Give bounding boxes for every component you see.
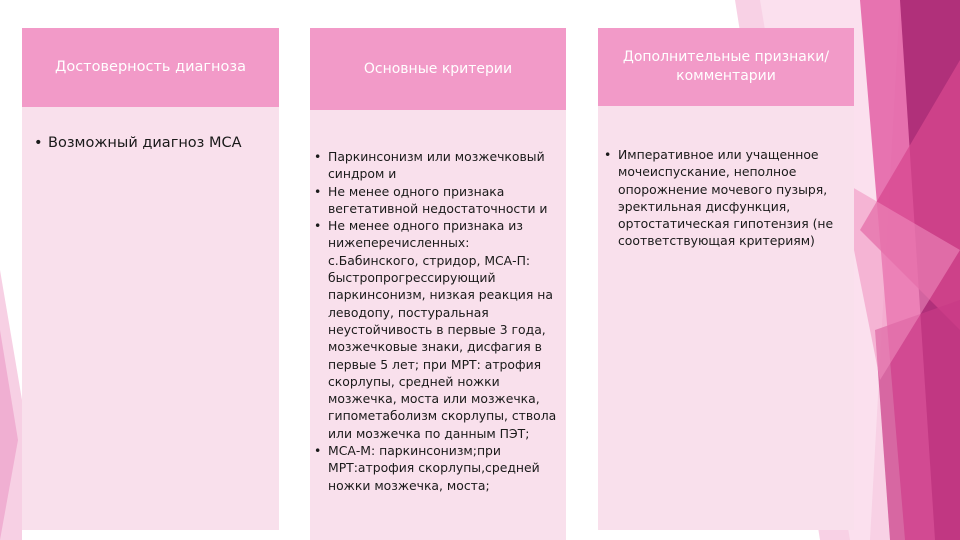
column-title: Основные критерии [363, 61, 513, 77]
bullet-list [48, 133, 265, 153]
bullet-list [328, 148, 558, 494]
column-diagnosis-certainty [22, 28, 279, 530]
column-body [310, 110, 566, 540]
column-body [22, 107, 279, 530]
list-item: • Не менее одного признака из нижеперечисленных: с.Бабинского, стридор, МСА-П: быстропрогрессирующий паркинсонизм, низкая реакция на леводопу, постуральная неустойчивость в первые 3 года, мозжечковые знаки, дисфагия в первые 5 лет; при МРТ: атрофия скорлупы, средней ножки мозжечка, моста или мозжечка, гипометаболизм скорлупы, ствола или мозжечка по данным ПЭТ; [328, 217, 558, 442]
list-item: • Паркинсонизм или мозжечковый синдром и [328, 148, 558, 183]
column-header [598, 28, 854, 106]
list-item: • Императивное или учащенное мочеиспускание, неполное опорожнение мочевого пузыря, эректильная дисфункция, ортостатическая гипотензия (не соответствующая критериям) [618, 146, 846, 250]
column-title: Дополнительные признаки/комментарии [622, 49, 830, 84]
list-item: • Не менее одного признака вегетативной недостаточности и [328, 183, 558, 218]
column-header [22, 28, 279, 107]
bullet-list [618, 146, 846, 250]
left-accent-shape-light [0, 270, 22, 540]
column-header [310, 28, 566, 110]
list-item: • Возможный диагноз МСА [48, 133, 265, 153]
column-main-criteria [310, 28, 566, 540]
column-title: Достоверность диагноза [55, 59, 246, 75]
column-body [598, 106, 854, 530]
list-item: • МСА-М: паркинсонизм;при МРТ:атрофия скорлупы,средней ножки мозжечка, моста; [328, 442, 558, 494]
column-additional-signs [598, 28, 854, 530]
